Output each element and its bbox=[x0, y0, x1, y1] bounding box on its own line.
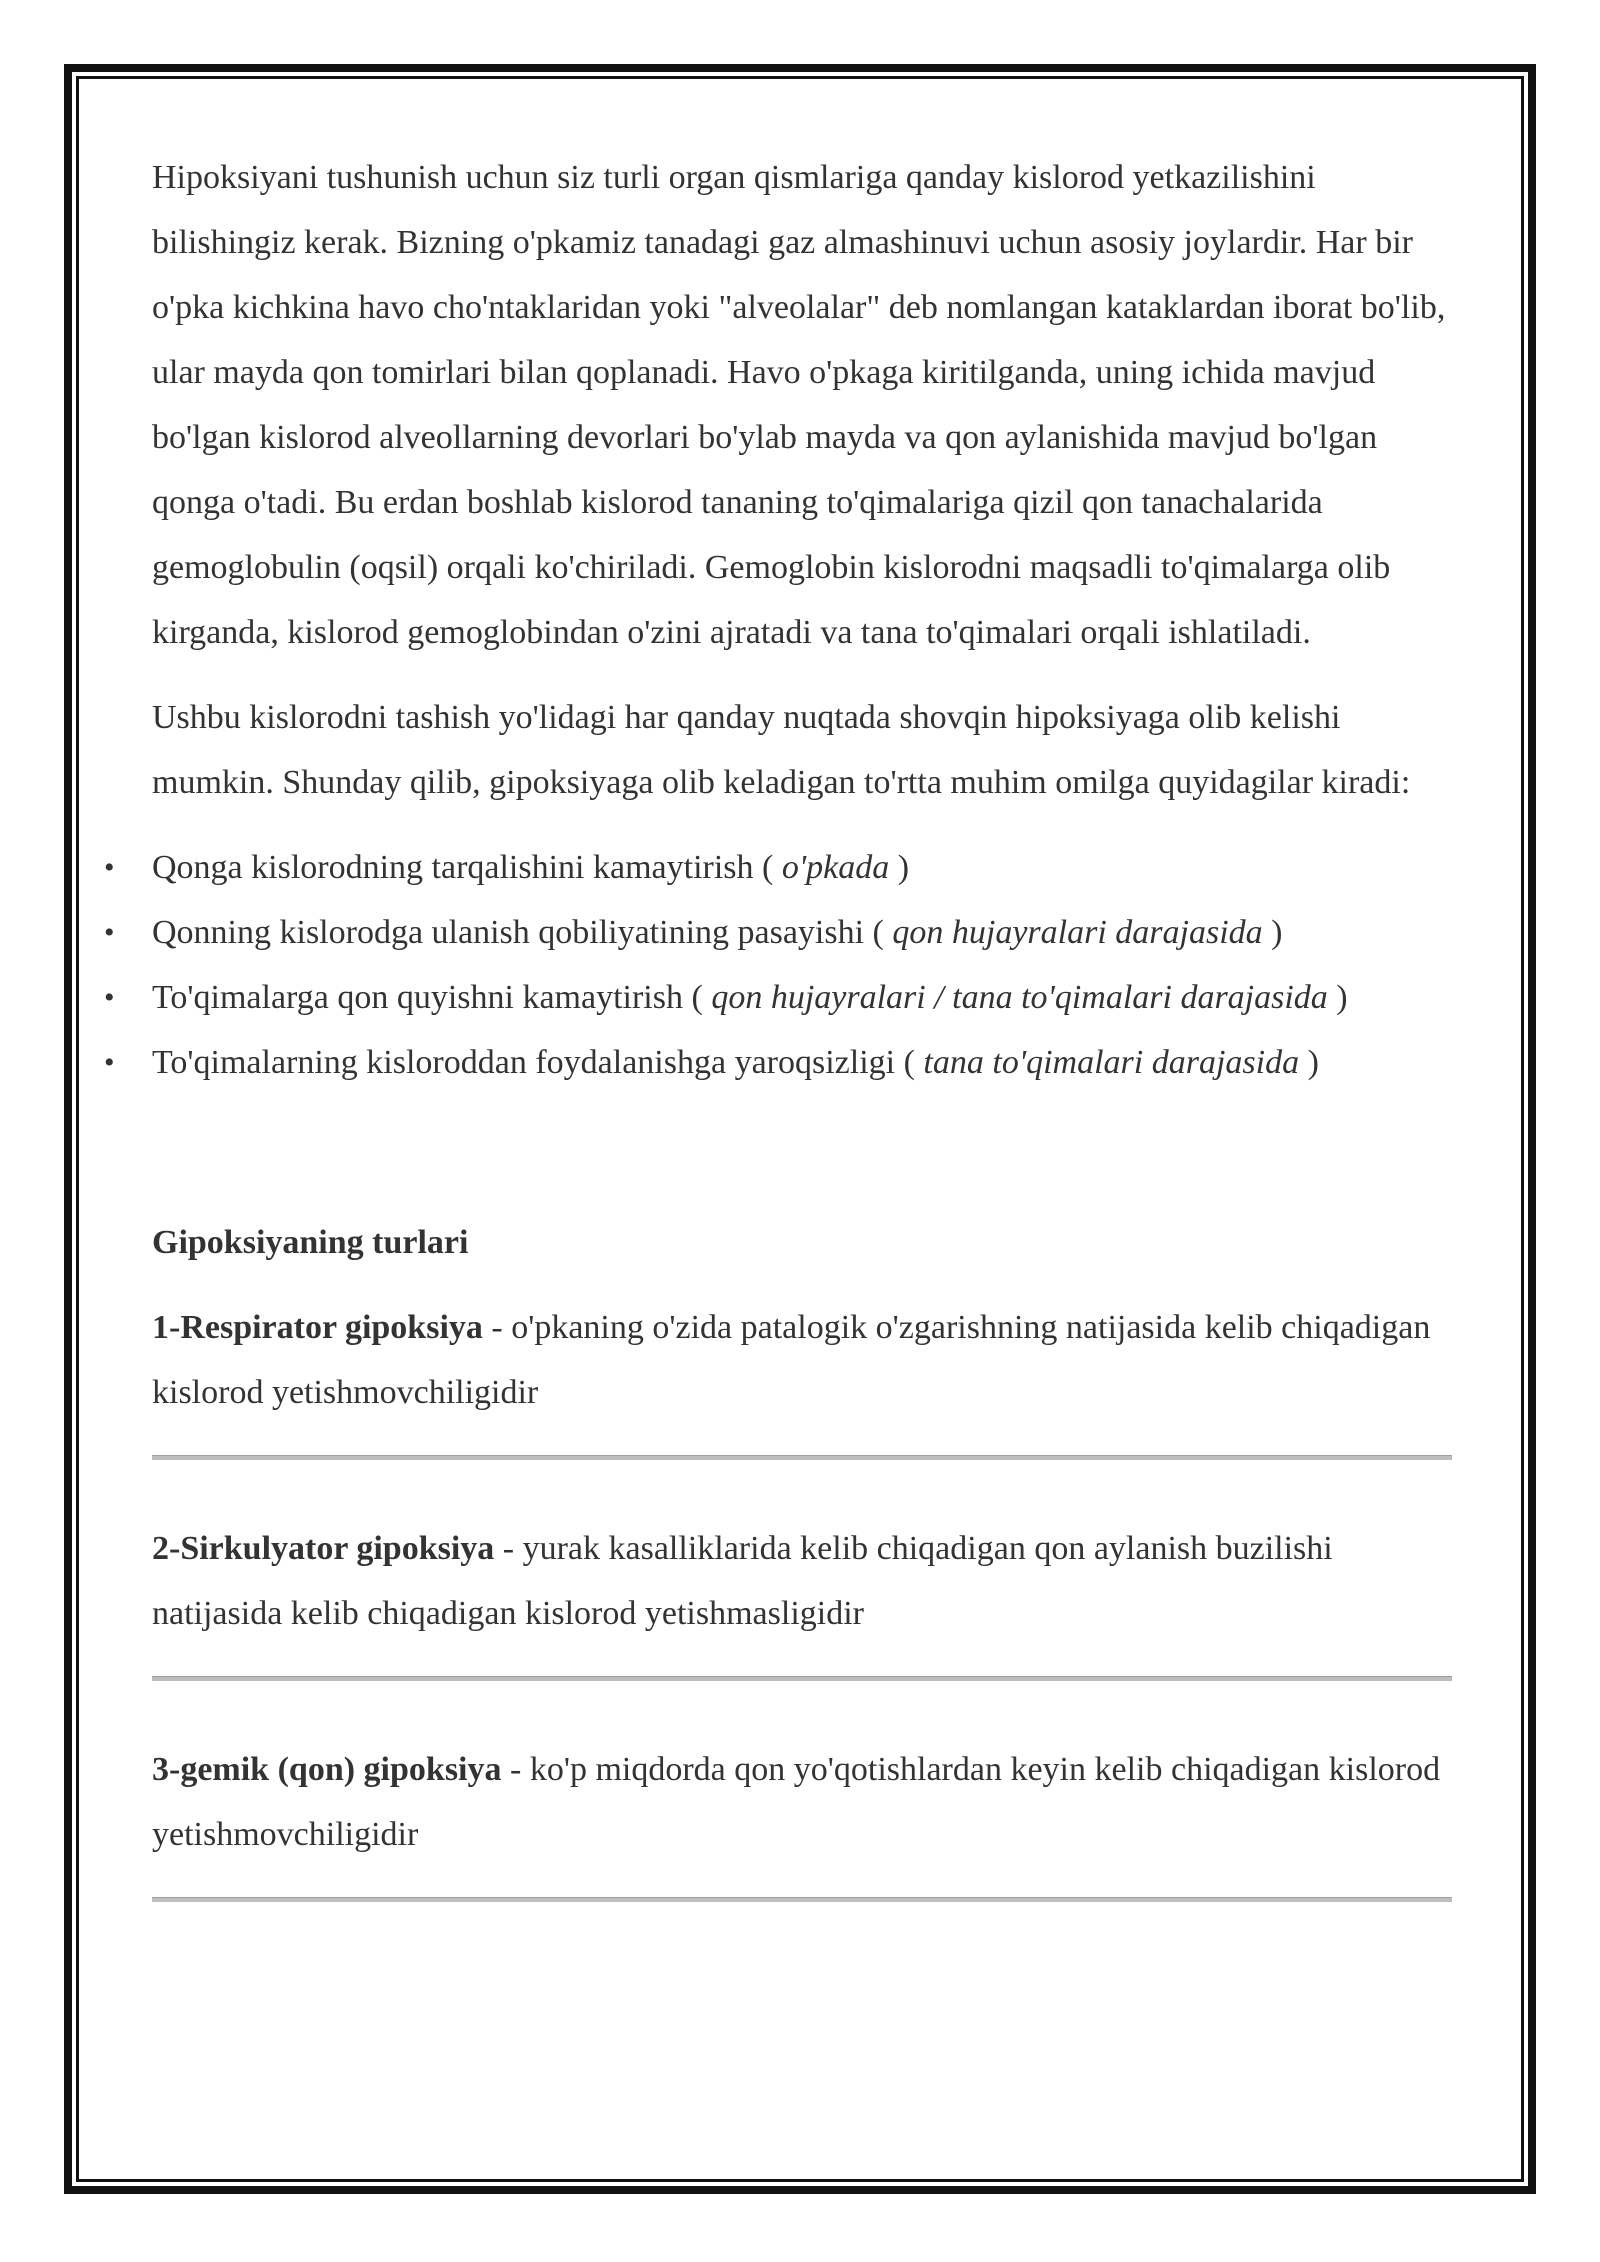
horizontal-divider bbox=[152, 1455, 1452, 1460]
bullet-icon: • bbox=[104, 981, 115, 1014]
type-description: - o'pkaning o'zida patalogik o'zgarishning natijasida kelib chiqadigan kislorod yetishmovchiligidir bbox=[152, 1309, 1431, 1411]
factor-text: To'qimalarning kisloroddan foydalanishga yaroqsizligi ( bbox=[152, 1044, 924, 1081]
factor-close: ) bbox=[889, 849, 910, 886]
factor-close: ) bbox=[1262, 914, 1283, 951]
horizontal-divider bbox=[152, 1897, 1452, 1902]
bullet-icon: • bbox=[104, 1046, 115, 1079]
hypoxia-type-2 bbox=[152, 1516, 1452, 1681]
list-item bbox=[104, 965, 1452, 1030]
factor-close: ) bbox=[1327, 979, 1348, 1016]
factor-level: o'pkada bbox=[781, 849, 890, 886]
hypoxia-type-3 bbox=[152, 1737, 1452, 1902]
factor-text: Qonga kislorodning tarqalishini kamaytirish ( bbox=[152, 849, 782, 886]
section-heading: Gipoksiyaning turlari bbox=[152, 1224, 469, 1261]
bullet-icon: • bbox=[104, 916, 115, 949]
factor-level: qon hujayralari / tana to'qimalari darajasida bbox=[711, 979, 1328, 1016]
type-paragraph bbox=[152, 1737, 1452, 1867]
factor-level: tana to'qimalari darajasida bbox=[923, 1044, 1300, 1081]
type-term: 1-Respirator gipoksiya bbox=[152, 1309, 483, 1346]
hypoxia-factors-list bbox=[104, 835, 1452, 1095]
horizontal-divider bbox=[152, 1676, 1452, 1681]
factor-level: qon hujayralari darajasida bbox=[892, 914, 1263, 951]
intro-paragraph-2: Ushbu kislorodni tashish yo'lidagi har qanday nuqtada shovqin hipoksiyaga olib kelishi mumkin. Shunday qilib, gipoksiyaga olib keladigan to'rtta muhim omilga quyidagilar kiradi: bbox=[152, 699, 1411, 801]
type-term: 2-Sirkulyator gipoksiya bbox=[152, 1530, 495, 1567]
type-paragraph bbox=[152, 1295, 1452, 1425]
list-item bbox=[104, 1030, 1452, 1095]
type-paragraph bbox=[152, 1516, 1452, 1646]
factor-text: Qonning kislorodga ulanish qobiliyatining pasayishi ( bbox=[152, 914, 893, 951]
document-body bbox=[104, 145, 1452, 1958]
type-description: - ko'p miqdorda qon yo'qotishlardan keyin kelib chiqadigan kislorod yetishmovchiligidir bbox=[152, 1751, 1441, 1853]
bullet-icon: • bbox=[104, 851, 115, 884]
hypoxia-type-1 bbox=[152, 1295, 1452, 1460]
list-item bbox=[104, 835, 1452, 900]
factor-text: To'qimalarga qon quyishni kamaytirish ( bbox=[152, 979, 712, 1016]
intro-paragraph-1: Hipoksiyani tushunish uchun siz turli organ qismlariga qanday kislorod yetkazilishini bilishingiz kerak. Bizning o'pkamiz tanadagi gaz almashinuvi uchun asosiy joylardir. Har bir o'pka kichkina havo cho'ntaklaridan yoki "alveolalar" deb nomlangan kataklardan iborat bo'lib, ular mayda qon tomirlari bilan qoplanadi. Havo o'pkaga kiritilganda, uning ichida mavjud bo'lgan kislorod alveollarning devorlari bo'ylab mayda va qon aylanishida mavjud bo'lgan qonga o'tadi. Bu erdan boshlab kislorod tananing to'qimalariga qizil qon tanachalarida gemoglobulin (oqsil) orqali ko'chiriladi. Gemoglobin kislorodni maqsadli to'qimalarga olib kirganda, kislorod gemoglobindan o'zini ajratadi va tana to'qimalari orqali ishlatiladi. bbox=[152, 159, 1446, 651]
factor-close: ) bbox=[1299, 1044, 1319, 1081]
type-term: 3-gemik (qon) gipoksiya bbox=[152, 1751, 502, 1788]
type-description: - yurak kasalliklarida kelib chiqadigan qon aylanish buzilishi natijasida kelib chiqadigan kislorod yetishmasligidir bbox=[152, 1530, 1333, 1632]
list-item bbox=[104, 900, 1452, 965]
